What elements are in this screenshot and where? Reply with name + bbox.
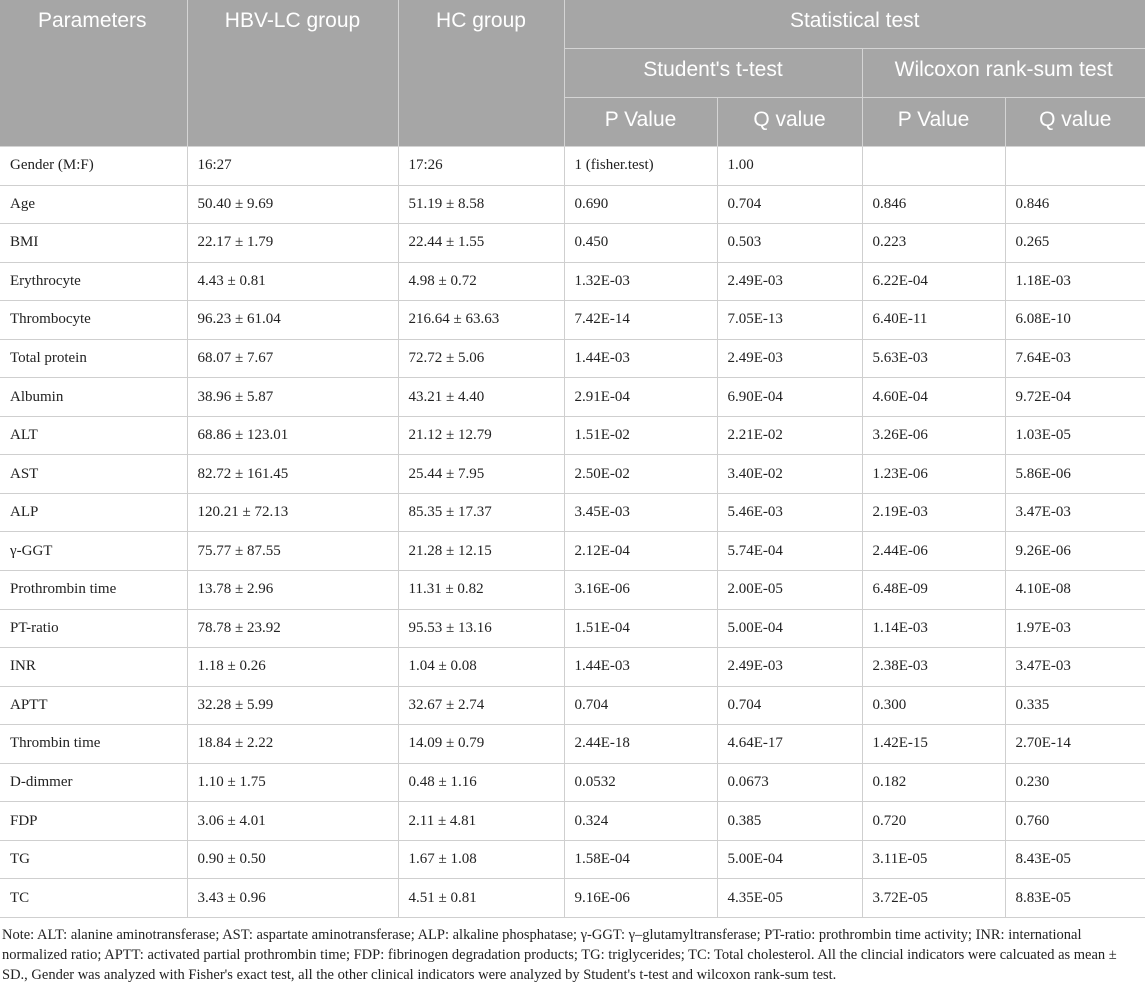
table-row xyxy=(0,609,1145,648)
hbv-lc-value-cell: 13.78 ± 2.96 xyxy=(187,571,398,610)
parameter-cell: Erythrocyte xyxy=(0,262,187,301)
header-ttest-p-value: P Value xyxy=(564,98,717,147)
wilcoxon-q-value-cell: 8.43E-05 xyxy=(1005,840,1145,879)
ttest-q-value-cell: 0.503 xyxy=(717,224,862,263)
parameter-cell: PT-ratio xyxy=(0,609,187,648)
hbv-lc-value-cell: 4.43 ± 0.81 xyxy=(187,262,398,301)
hc-value-cell: 4.51 ± 0.81 xyxy=(398,879,564,918)
wilcoxon-p-value-cell: 0.223 xyxy=(862,224,1005,263)
hbv-lc-value-cell: 82.72 ± 161.45 xyxy=(187,455,398,494)
table-header xyxy=(0,0,1145,147)
ttest-p-value-cell: 1 (fisher.test) xyxy=(564,147,717,186)
header-wilcoxon-p-value: P Value xyxy=(862,98,1005,147)
header-hbv-lc-group: HBV-LC group xyxy=(187,0,398,147)
wilcoxon-q-value-cell: 3.47E-03 xyxy=(1005,493,1145,532)
wilcoxon-q-value-cell: 4.10E-08 xyxy=(1005,571,1145,610)
hc-value-cell: 11.31 ± 0.82 xyxy=(398,571,564,610)
ttest-p-value-cell: 2.12E-04 xyxy=(564,532,717,571)
table-row xyxy=(0,378,1145,417)
parameter-cell: ALP xyxy=(0,493,187,532)
parameter-cell: TG xyxy=(0,840,187,879)
hc-value-cell: 21.12 ± 12.79 xyxy=(398,416,564,455)
hc-value-cell: 51.19 ± 8.58 xyxy=(398,185,564,224)
table-row xyxy=(0,648,1145,687)
table-row xyxy=(0,879,1145,918)
wilcoxon-q-value-cell: 7.64E-03 xyxy=(1005,339,1145,378)
wilcoxon-q-value-cell: 6.08E-10 xyxy=(1005,301,1145,340)
wilcoxon-q-value-cell: 0.760 xyxy=(1005,802,1145,841)
wilcoxon-p-value-cell: 0.720 xyxy=(862,802,1005,841)
ttest-q-value-cell: 1.00 xyxy=(717,147,862,186)
hc-value-cell: 85.35 ± 17.37 xyxy=(398,493,564,532)
parameter-cell: Thrombin time xyxy=(0,725,187,764)
hbv-lc-value-cell: 78.78 ± 23.92 xyxy=(187,609,398,648)
header-students-t-test: Student's t-test xyxy=(564,49,862,98)
header-wilcoxon-test: Wilcoxon rank-sum test xyxy=(862,49,1145,98)
parameter-cell: Prothrombin time xyxy=(0,571,187,610)
ttest-q-value-cell: 7.05E-13 xyxy=(717,301,862,340)
hc-value-cell: 0.48 ± 1.16 xyxy=(398,763,564,802)
hbv-lc-value-cell: 3.06 ± 4.01 xyxy=(187,802,398,841)
parameter-cell: AST xyxy=(0,455,187,494)
wilcoxon-p-value-cell: 3.26E-06 xyxy=(862,416,1005,455)
wilcoxon-p-value-cell: 1.14E-03 xyxy=(862,609,1005,648)
hbv-lc-value-cell: 0.90 ± 0.50 xyxy=(187,840,398,879)
table-row xyxy=(0,840,1145,879)
ttest-q-value-cell: 3.40E-02 xyxy=(717,455,862,494)
parameter-cell: D-dimmer xyxy=(0,763,187,802)
wilcoxon-p-value-cell: 6.22E-04 xyxy=(862,262,1005,301)
hbv-lc-value-cell: 1.18 ± 0.26 xyxy=(187,648,398,687)
hc-value-cell: 4.98 ± 0.72 xyxy=(398,262,564,301)
ttest-q-value-cell: 5.00E-04 xyxy=(717,609,862,648)
ttest-q-value-cell: 0.0673 xyxy=(717,763,862,802)
hbv-lc-value-cell: 1.10 ± 1.75 xyxy=(187,763,398,802)
ttest-p-value-cell: 1.44E-03 xyxy=(564,339,717,378)
wilcoxon-p-value-cell: 3.72E-05 xyxy=(862,879,1005,918)
hc-value-cell: 17:26 xyxy=(398,147,564,186)
table-row xyxy=(0,339,1145,378)
table-row xyxy=(0,532,1145,571)
parameter-cell: ALT xyxy=(0,416,187,455)
table-row xyxy=(0,763,1145,802)
header-wilcoxon-q-value: Q value xyxy=(1005,98,1145,147)
wilcoxon-p-value-cell: 0.182 xyxy=(862,763,1005,802)
ttest-q-value-cell: 4.35E-05 xyxy=(717,879,862,918)
ttest-q-value-cell: 2.00E-05 xyxy=(717,571,862,610)
wilcoxon-q-value-cell xyxy=(1005,147,1145,186)
ttest-p-value-cell: 0.704 xyxy=(564,686,717,725)
hc-value-cell: 216.64 ± 63.63 xyxy=(398,301,564,340)
wilcoxon-q-value-cell: 1.03E-05 xyxy=(1005,416,1145,455)
wilcoxon-q-value-cell: 1.18E-03 xyxy=(1005,262,1145,301)
ttest-q-value-cell: 0.704 xyxy=(717,686,862,725)
parameter-cell: FDP xyxy=(0,802,187,841)
wilcoxon-p-value-cell: 6.40E-11 xyxy=(862,301,1005,340)
ttest-p-value-cell: 1.51E-02 xyxy=(564,416,717,455)
hbv-lc-value-cell: 16:27 xyxy=(187,147,398,186)
wilcoxon-p-value-cell xyxy=(862,147,1005,186)
hc-value-cell: 43.21 ± 4.40 xyxy=(398,378,564,417)
hbv-lc-value-cell: 18.84 ± 2.22 xyxy=(187,725,398,764)
ttest-q-value-cell: 2.49E-03 xyxy=(717,262,862,301)
parameter-cell: Age xyxy=(0,185,187,224)
ttest-p-value-cell: 2.44E-18 xyxy=(564,725,717,764)
hc-value-cell: 32.67 ± 2.74 xyxy=(398,686,564,725)
header-statistical-test: Statistical test xyxy=(564,0,1145,49)
parameter-cell: Albumin xyxy=(0,378,187,417)
ttest-p-value-cell: 2.91E-04 xyxy=(564,378,717,417)
hc-value-cell: 1.67 ± 1.08 xyxy=(398,840,564,879)
hc-value-cell: 1.04 ± 0.08 xyxy=(398,648,564,687)
ttest-p-value-cell: 0.0532 xyxy=(564,763,717,802)
table-row xyxy=(0,455,1145,494)
wilcoxon-q-value-cell: 3.47E-03 xyxy=(1005,648,1145,687)
hbv-lc-value-cell: 22.17 ± 1.79 xyxy=(187,224,398,263)
wilcoxon-q-value-cell: 0.265 xyxy=(1005,224,1145,263)
table-row xyxy=(0,301,1145,340)
ttest-p-value-cell: 0.450 xyxy=(564,224,717,263)
hc-value-cell: 14.09 ± 0.79 xyxy=(398,725,564,764)
wilcoxon-p-value-cell: 2.38E-03 xyxy=(862,648,1005,687)
ttest-q-value-cell: 6.90E-04 xyxy=(717,378,862,417)
wilcoxon-q-value-cell: 0.335 xyxy=(1005,686,1145,725)
hbv-lc-value-cell: 68.07 ± 7.67 xyxy=(187,339,398,378)
wilcoxon-p-value-cell: 3.11E-05 xyxy=(862,840,1005,879)
hc-value-cell: 72.72 ± 5.06 xyxy=(398,339,564,378)
header-hc-group: HC group xyxy=(398,0,564,147)
ttest-p-value-cell: 9.16E-06 xyxy=(564,879,717,918)
parameter-cell: BMI xyxy=(0,224,187,263)
ttest-q-value-cell: 5.74E-04 xyxy=(717,532,862,571)
table-note: Note: ALT: alanine aminotransferase; AST: aspartate aminotransferase; ALP: alkaline phosphatase; γ-GGT: γ–glutamyltransferase; PT-ratio: prothrombin time activity; INR: international normalized ratio; APTT: activated partial prothrombin time; FDP: fibrinogen degradation products; TG: triglycerides; TC: Total cholesterol. All the clincial indicators were calcuated as mean ± SD., Gender was analyzed with Fisher's exact test, all the other clinical indicators were analyzed by Student's t-test and wilcoxon rank-sum test. xyxy=(2,926,1117,983)
wilcoxon-p-value-cell: 0.846 xyxy=(862,185,1005,224)
wilcoxon-p-value-cell: 0.300 xyxy=(862,686,1005,725)
hc-value-cell: 25.44 ± 7.95 xyxy=(398,455,564,494)
hbv-lc-value-cell: 38.96 ± 5.87 xyxy=(187,378,398,417)
wilcoxon-p-value-cell: 2.19E-03 xyxy=(862,493,1005,532)
table-body xyxy=(0,147,1145,918)
table-row xyxy=(0,224,1145,263)
parameter-cell: TC xyxy=(0,879,187,918)
parameter-cell: APTT xyxy=(0,686,187,725)
ttest-p-value-cell: 7.42E-14 xyxy=(564,301,717,340)
ttest-q-value-cell: 5.00E-04 xyxy=(717,840,862,879)
hc-value-cell: 21.28 ± 12.15 xyxy=(398,532,564,571)
ttest-p-value-cell: 0.324 xyxy=(564,802,717,841)
wilcoxon-q-value-cell: 8.83E-05 xyxy=(1005,879,1145,918)
ttest-q-value-cell: 0.704 xyxy=(717,185,862,224)
wilcoxon-p-value-cell: 6.48E-09 xyxy=(862,571,1005,610)
ttest-q-value-cell: 4.64E-17 xyxy=(717,725,862,764)
parameter-cell: Total protein xyxy=(0,339,187,378)
hc-value-cell: 22.44 ± 1.55 xyxy=(398,224,564,263)
wilcoxon-p-value-cell: 2.44E-06 xyxy=(862,532,1005,571)
ttest-q-value-cell: 2.49E-03 xyxy=(717,648,862,687)
parameter-cell: Thrombocyte xyxy=(0,301,187,340)
hbv-lc-value-cell: 3.43 ± 0.96 xyxy=(187,879,398,918)
hbv-lc-value-cell: 75.77 ± 87.55 xyxy=(187,532,398,571)
hbv-lc-value-cell: 50.40 ± 9.69 xyxy=(187,185,398,224)
ttest-p-value-cell: 1.51E-04 xyxy=(564,609,717,648)
hbv-lc-value-cell: 96.23 ± 61.04 xyxy=(187,301,398,340)
hbv-lc-value-cell: 68.86 ± 123.01 xyxy=(187,416,398,455)
wilcoxon-q-value-cell: 0.846 xyxy=(1005,185,1145,224)
ttest-p-value-cell: 3.45E-03 xyxy=(564,493,717,532)
table-row xyxy=(0,147,1145,186)
ttest-p-value-cell: 1.32E-03 xyxy=(564,262,717,301)
table-row xyxy=(0,725,1145,764)
parameter-cell: γ-GGT xyxy=(0,532,187,571)
wilcoxon-q-value-cell: 1.97E-03 xyxy=(1005,609,1145,648)
wilcoxon-q-value-cell: 9.72E-04 xyxy=(1005,378,1145,417)
wilcoxon-p-value-cell: 1.42E-15 xyxy=(862,725,1005,764)
hbv-lc-value-cell: 32.28 ± 5.99 xyxy=(187,686,398,725)
table-row xyxy=(0,571,1145,610)
table-row xyxy=(0,185,1145,224)
wilcoxon-p-value-cell: 1.23E-06 xyxy=(862,455,1005,494)
parameter-cell: INR xyxy=(0,648,187,687)
table-row xyxy=(0,802,1145,841)
wilcoxon-p-value-cell: 4.60E-04 xyxy=(862,378,1005,417)
hc-value-cell: 95.53 ± 13.16 xyxy=(398,609,564,648)
header-ttest-q-value: Q value xyxy=(717,98,862,147)
table-row xyxy=(0,686,1145,725)
header-parameters: Parameters xyxy=(0,0,187,147)
ttest-q-value-cell: 2.21E-02 xyxy=(717,416,862,455)
ttest-p-value-cell: 0.690 xyxy=(564,185,717,224)
ttest-q-value-cell: 0.385 xyxy=(717,802,862,841)
parameter-cell: Gender (M:F) xyxy=(0,147,187,186)
wilcoxon-q-value-cell: 9.26E-06 xyxy=(1005,532,1145,571)
table-row xyxy=(0,416,1145,455)
wilcoxon-q-value-cell: 0.230 xyxy=(1005,763,1145,802)
ttest-p-value-cell: 2.50E-02 xyxy=(564,455,717,494)
hbv-lc-value-cell: 120.21 ± 72.13 xyxy=(187,493,398,532)
hc-value-cell: 2.11 ± 4.81 xyxy=(398,802,564,841)
ttest-q-value-cell: 2.49E-03 xyxy=(717,339,862,378)
ttest-p-value-cell: 3.16E-06 xyxy=(564,571,717,610)
wilcoxon-p-value-cell: 5.63E-03 xyxy=(862,339,1005,378)
ttest-p-value-cell: 1.58E-04 xyxy=(564,840,717,879)
table-row xyxy=(0,262,1145,301)
wilcoxon-q-value-cell: 2.70E-14 xyxy=(1005,725,1145,764)
ttest-q-value-cell: 5.46E-03 xyxy=(717,493,862,532)
ttest-p-value-cell: 1.44E-03 xyxy=(564,648,717,687)
table-row xyxy=(0,493,1145,532)
wilcoxon-q-value-cell: 5.86E-06 xyxy=(1005,455,1145,494)
